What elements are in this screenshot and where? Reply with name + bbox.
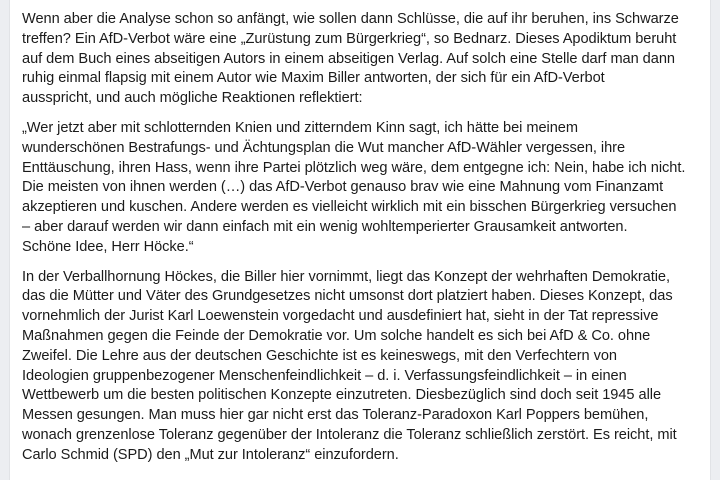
article-page bbox=[10, 0, 710, 480]
article-paragraph-1: Wenn aber die Analyse schon so anfängt, wie sollen dann Schlüsse, die auf ihr beruhen, ins Schwarze treffen? Ein AfD-Verbot wäre eine „Zurüstung zum Bürgerkrieg“, so Bednarz. Dieses Apodiktum beruht auf dem Buch eines abseitigen Autors in einem abseitigen Verlag. Auf solch eine Stelle darf man dann ruhig einmal flapsig mit einem Autor wie Maxim Biller antworten, der sich für ein AfD-Verbot ausspricht, und auch mögliche Reaktionen reflektiert: bbox=[22, 11, 679, 107]
article-paragraph-3: In der Verballhornung Höckes, die Biller hier vornimmt, liegt das Konzept der wehrhaften Demokratie, das die Mütter und Väter des Grundgesetzes nicht umsonst dort platziert haben. Dieses Konzept, das vornehmlich der Jurist Karl Loewenstein vorgedacht und ausdefiniert hat, sieht in der Tat repressive Maßnahmen gegen die Feinde der Demokratie vor. Um solche handelt es sich bei AfD & Co. ohne Zweifel. Die Lehre aus der deutschen Geschichte ist es keineswegs, mit den Verfechtern von Ideologien gruppenbezogener Menschenfeindlichkeit – d. i. Verfassungsfeindlichkeit – in einen Wettbewerb um die besten politischen Konzepte einzutreten. Diesbezüglich sind doch seit 1945 alle Messen gesungen. Man muss hier gar nicht erst das Toleranz-Paradoxon Karl Poppers bemühen, wonach grenzenlose Toleranz gegenüber der Intoleranz die Toleranz schließlich zerstört. Es reicht, mit Carlo Schmid (SPD) den „Mut zur Intoleranz“ einzufordern. bbox=[22, 268, 677, 463]
article-quote-paragraph: „Wer jetzt aber mit schlotternden Knien und zitterndem Kinn sagt, ich hätte bei meinem wunderschönen Bestrafungs- und Ächtungsplan die Wut mancher AfD-Wähler vergessen, ihre Enttäuschung, ihren Hass, wenn ihre Partei plötzlich weg wäre, dem entgegne ich: Nein, habe ich nicht. Die meisten von ihnen werden (…) das AfD-Verbot genauso brav wie eine Mahnung vom Finanzamt akzeptieren und kuschen. Andere werden es vielleicht wirklich mit ein bisschen Bürgerkrieg versuchen – aber darauf werden wir dann einfach mit ein wenig wohltemperierter Grausamkeit antworten. Schöne Idee, Herr Höcke.“ bbox=[22, 119, 686, 255]
article-body bbox=[22, 10, 708, 476]
